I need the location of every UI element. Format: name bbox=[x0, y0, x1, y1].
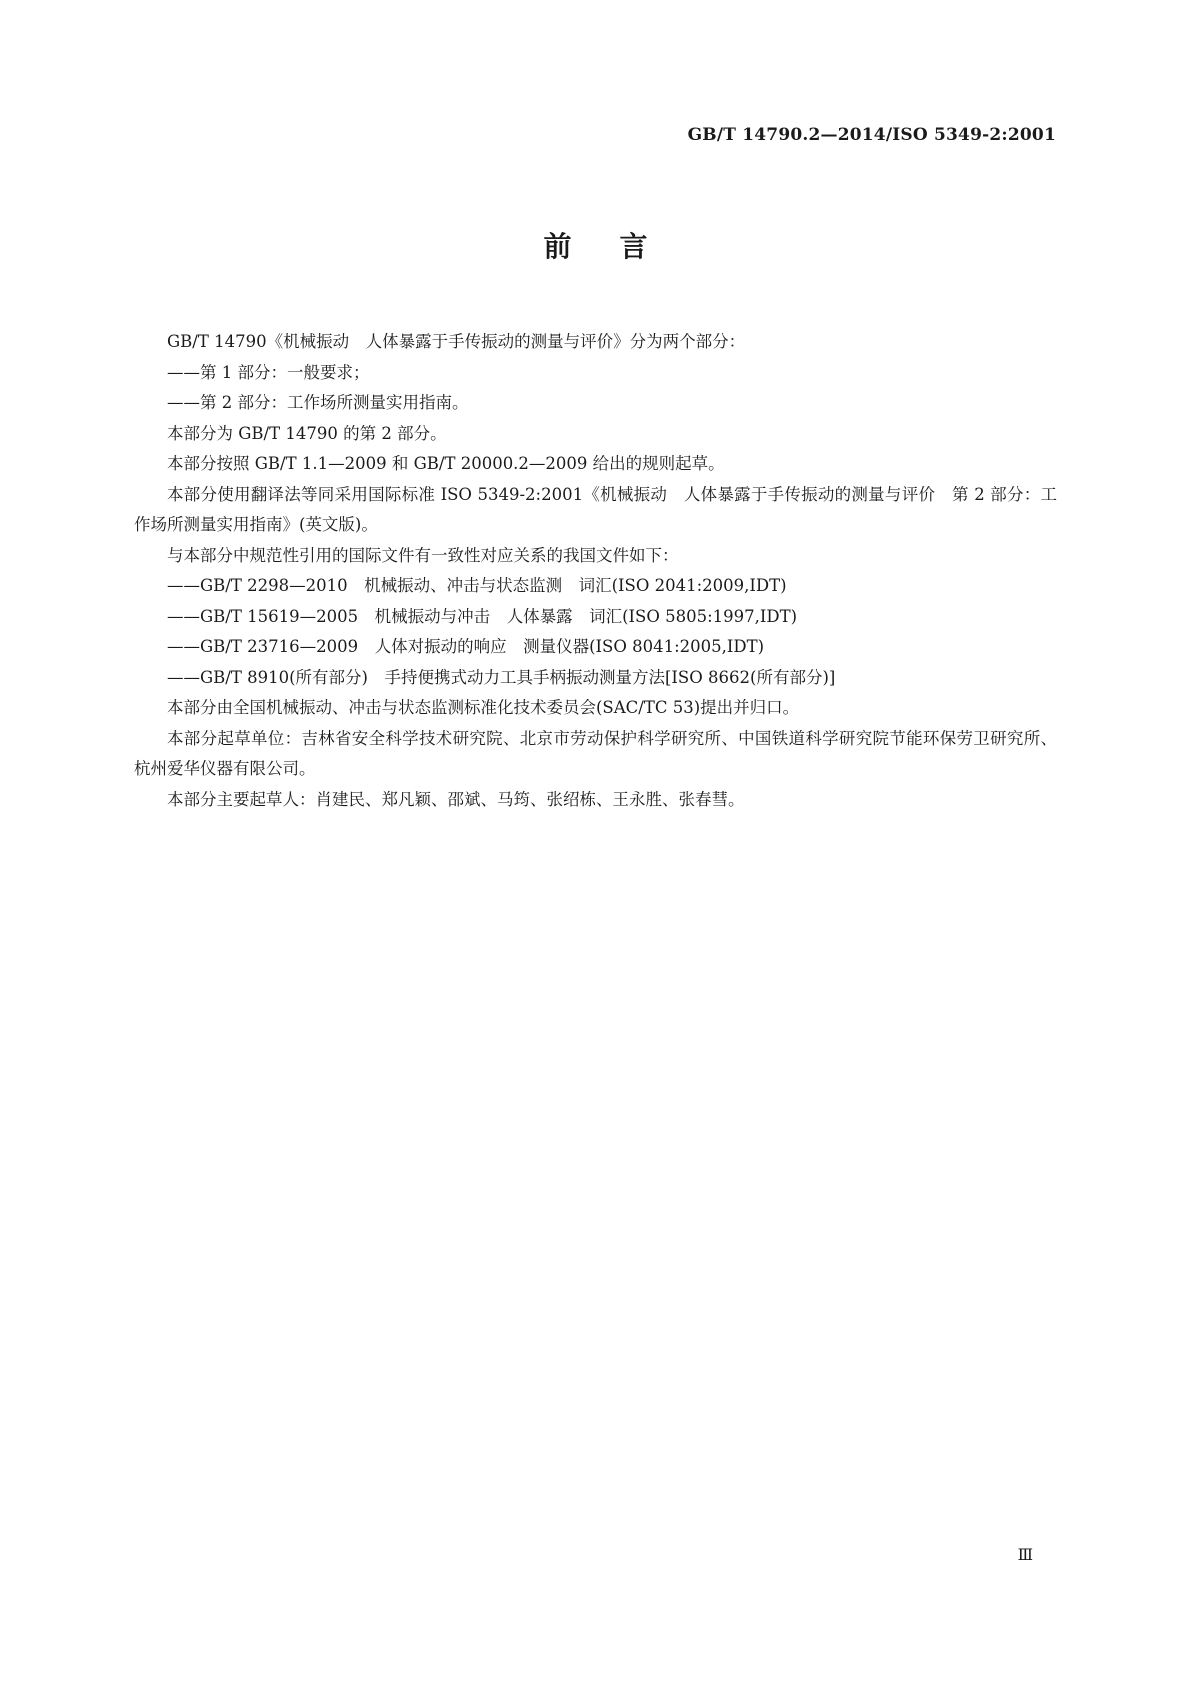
reference-item-gbt15619: ——GB/T 15619—2005 机械振动与冲击 人体暴露 词汇(ISO 5805:1997,IDT) bbox=[167, 606, 798, 626]
page-number: Ⅲ bbox=[1017, 1545, 1033, 1564]
paragraph-adoption: 本部分使用翻译法等同采用国际标准 ISO 5349-2:2001《机械振动 人体暴露于手传振动的测量与评价 第 2 部分：工作场所测量实用指南》(英文版)。 bbox=[134, 484, 1057, 534]
list-item-part-1: ——第 1 部分：一般要求； bbox=[167, 362, 370, 382]
page-title: 前言 bbox=[543, 230, 696, 263]
standard-code-header: GB/T 14790.2—2014/ISO 5349-2:2001 bbox=[687, 125, 1056, 145]
reference-item-gbt23716: ——GB/T 23716—2009 人体对振动的响应 测量仪器(ISO 8041:2005,IDT) bbox=[167, 637, 765, 656]
paragraph-drafting-units: 本部分起草单位：吉林省安全科学技术研究院、北京市劳动保护科学研究所、中国铁道科学研究院节能环保劳卫研究所、杭州爱华仪器有限公司。 bbox=[134, 728, 1057, 778]
paragraph-drafting-rules: 本部分按照 GB/T 1.1—2009 和 GB/T 20000.2—2009 给出的规则起草。 bbox=[167, 454, 725, 473]
list-item-part-2: ——第 2 部分：工作场所测量实用指南。 bbox=[167, 393, 469, 412]
paragraph-references-intro: 与本部分中规范性引用的国际文件有一致性对应关系的我国文件如下： bbox=[167, 545, 679, 565]
reference-item-gbt2298: ——GB/T 2298—2010 机械振动、冲击与状态监测 词汇(ISO 2041:2009,IDT) bbox=[167, 576, 787, 595]
foreword-body bbox=[134, 327, 1057, 815]
paragraph-part-statement: 本部分为 GB/T 14790 的第 2 部分。 bbox=[167, 423, 447, 443]
reference-item-gbt8910: ——GB/T 8910(所有部分) 手持便携式动力工具手柄振动测量方法[ISO 8662(所有部分)] bbox=[167, 667, 836, 687]
paragraph-drafters: 本部分主要起草人：肖建民、郑凡颖、邵斌、马筠、张绍栋、王永胜、张春彗。 bbox=[167, 789, 745, 809]
paragraph-series-intro: GB/T 14790《机械振动 人体暴露于手传振动的测量与评价》分为两个部分： bbox=[167, 332, 746, 351]
paragraph-proposer: 本部分由全国机械振动、冲击与状态监测标准化技术委员会(SAC/TC 53)提出并归口。 bbox=[167, 698, 800, 717]
